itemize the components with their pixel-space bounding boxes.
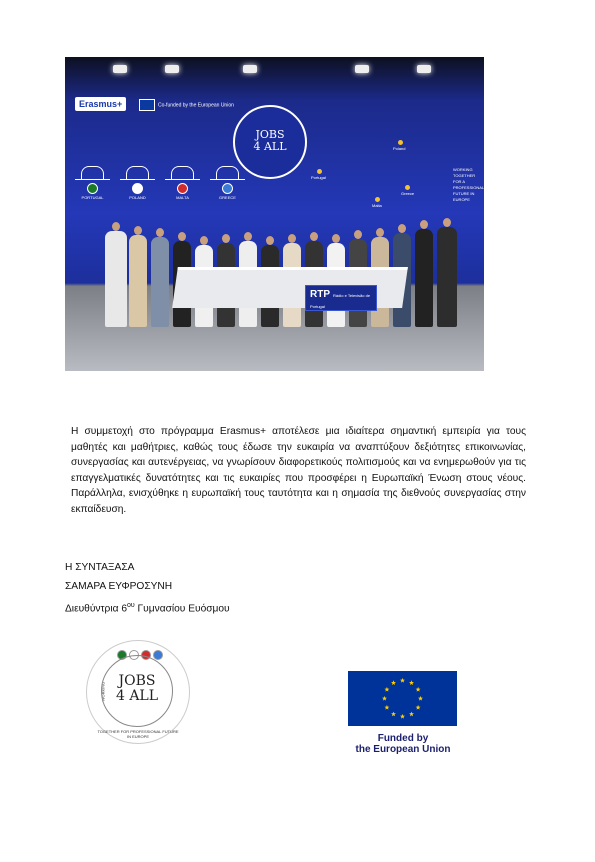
eu-star-icon bbox=[416, 687, 421, 692]
eu-star-icon bbox=[416, 705, 421, 710]
eu-flag bbox=[348, 671, 457, 726]
group-photo bbox=[65, 57, 484, 371]
eu-star-icon bbox=[400, 678, 405, 683]
flag-portugal-icon bbox=[87, 183, 98, 194]
eu-star-icon bbox=[384, 705, 389, 710]
map-label: Greece bbox=[401, 191, 415, 196]
map-pin-icon bbox=[405, 185, 410, 190]
monument-icon bbox=[120, 159, 155, 180]
eu-star-icon bbox=[384, 687, 389, 692]
funded-line2: the European Union bbox=[355, 744, 451, 755]
signature-name: ΣΑΜΑΡΑ ΕΥΦΡΟΣΥΝΗ bbox=[65, 581, 173, 592]
body-paragraph: Η συμμετοχή στο πρόγραμμα Erasmus+ αποτέλεσε μια ιδιαίτερα σημαντική εμπειρία για τους μαθητές και μαθήτριες, καθώς τους έδωσε την ευκαιρία να αναπτύξουν δεξιότητες επικοινωνίας, συνεργασίας και αυτενέργειας, να γνωρίσουν διαφορετικούς πολιτισμούς και να ενημερωθούν για τις επαγγελματικές δυνατότητες και τις ευκαιρίες που προσφέρει η Ευρωπαϊκή Ένωση στους νέους. Παράλληλα, ενισχύθηκε η ευρωπαϊκή τους ταυτότητα και η σημασία της διεθνούς συνεργασίας στην εκπαίδευση. bbox=[71, 426, 526, 515]
monument-icon bbox=[75, 159, 110, 180]
cofunded-label: Co-funded by the European Union bbox=[139, 99, 234, 111]
eu-star-icon bbox=[391, 680, 396, 685]
country-poland: POLAND bbox=[120, 159, 155, 200]
ceiling-light bbox=[113, 65, 127, 73]
person bbox=[105, 231, 127, 327]
map-label: Malta bbox=[372, 203, 382, 208]
map-pin-icon bbox=[317, 169, 322, 174]
map-pin-icon bbox=[398, 140, 403, 145]
monument-icon bbox=[165, 159, 200, 180]
logo-subtitle: 4 ALL bbox=[115, 688, 159, 704]
person bbox=[151, 237, 169, 327]
map-label: Poland bbox=[393, 146, 406, 151]
flag-greece-icon bbox=[153, 650, 163, 660]
flag-poland-icon bbox=[132, 183, 143, 194]
signature-title: Διευθύντρια $6^{o\upsilon}$ Γυμνασίου Ευόσμου bbox=[65, 602, 230, 615]
ceiling-light bbox=[243, 65, 257, 73]
eu-star-icon bbox=[382, 696, 387, 701]
country-malta: MALTA bbox=[165, 159, 200, 200]
flag-malta-icon bbox=[177, 183, 188, 194]
logo-title: JOBS bbox=[118, 673, 156, 689]
funded-line1: Funded by bbox=[377, 733, 429, 744]
eu-star-icon bbox=[418, 696, 423, 701]
eu-star-icon bbox=[391, 711, 396, 716]
logo-inner bbox=[101, 655, 173, 727]
rtp-logo: RTP Rádio e Televisão de Portugal bbox=[305, 285, 377, 311]
map-label: Portugal bbox=[311, 175, 326, 180]
flag-greece-icon bbox=[222, 183, 233, 194]
ceiling-light bbox=[165, 65, 179, 73]
ceiling-light bbox=[417, 65, 431, 73]
badge-title: JOBS bbox=[255, 128, 285, 141]
eu-star-icon bbox=[409, 680, 414, 685]
logo-ring-text-top: WORKING bbox=[100, 681, 106, 702]
eu-star-icon bbox=[409, 711, 414, 716]
monument-icon bbox=[210, 159, 245, 180]
funded-by-eu-caption bbox=[338, 733, 468, 755]
logo-ring-text-bottom: TOGETHER FOR PROFESSIONAL FUTURE IN EUROPE bbox=[97, 729, 179, 739]
country-greece: GREECE bbox=[210, 159, 245, 200]
signature-role: Η ΣΥΝΤΑΞΑΣΑ bbox=[65, 562, 135, 573]
badge-subtitle: 4 ALL bbox=[253, 140, 287, 153]
person bbox=[437, 227, 457, 327]
country-portugal: PORTUGAL bbox=[75, 159, 110, 200]
person bbox=[415, 229, 433, 327]
erasmus-logo: Erasmus+ bbox=[75, 97, 126, 111]
eu-flag-icon bbox=[139, 99, 155, 111]
country-row bbox=[75, 159, 245, 200]
map-pin-icon bbox=[375, 197, 380, 202]
working-together-text: WORKING TOGETHER FOR A PROFESSIONAL FUTURE IN EUROPE bbox=[453, 167, 484, 202]
ceiling-light bbox=[355, 65, 369, 73]
eu-stars-icon bbox=[348, 671, 457, 726]
jobs4all-logo bbox=[86, 640, 190, 744]
eu-star-icon bbox=[400, 714, 405, 719]
person bbox=[129, 235, 147, 327]
